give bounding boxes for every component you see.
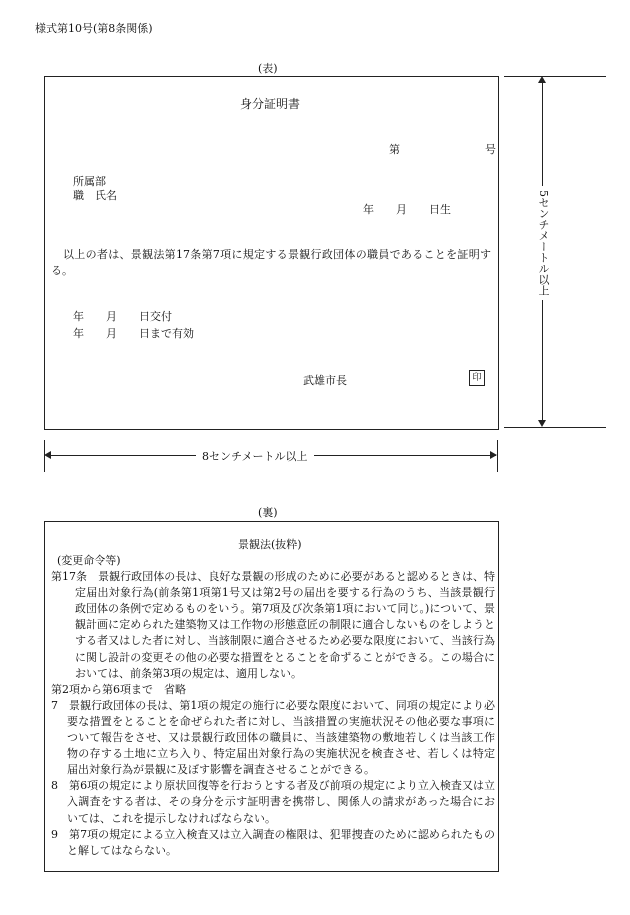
birth-month-label: 月: [396, 203, 407, 216]
certification-statement: 以上の者は、景観法第17条第7項に規定する景観行政団体の職員であることを証明する。: [51, 248, 491, 277]
arrow-right-icon: [490, 451, 497, 459]
article-17-paragraph-9: 9 第7項の規定による立入検査又は立入調査の権限は、犯罪捜査のために認められたものと解してはならない。: [51, 827, 495, 857]
issue-month-label: 月: [106, 310, 117, 323]
valid-until-line: [73, 325, 194, 341]
birth-date-line: [363, 201, 451, 217]
issue-day-label: 日交付: [139, 310, 172, 323]
arrow-down-icon: [538, 420, 546, 427]
arrow-left-icon: [44, 451, 51, 459]
birth-day-label: 日生: [429, 203, 451, 216]
issuer-name: 武雄市長: [303, 374, 347, 387]
front-side-caption: (表): [258, 62, 278, 75]
valid-year-label: 年: [73, 327, 84, 340]
omitted-paragraphs-note: 第2項から第6項まで 省略: [51, 682, 186, 696]
issue-date-line: [73, 308, 172, 324]
card-title: 身分証明書: [240, 97, 301, 111]
department-label: 所属部: [73, 175, 106, 188]
back-side-caption: (裏): [258, 506, 278, 519]
height-dimension-label: 5センチメートル以上: [535, 186, 551, 300]
law-excerpt-body: [51, 553, 495, 859]
article-17-paragraph-1: 第17条 景観行政団体の長は、良好な景観の形成のために必要があると認めるときは、特定届出対象行為(前条第1項第1号又は第2号の届出を要する行為のうち、当該景観行政団体の条例で定めるものをいう。第7項及び次条第1項において同じ。)について、景観計画に定められた建築物又は工作物の形態意匠の制限に適合しないものをしようとする者又はした者に対し、当該制限に適合させるため必要な限度において、当該行為に関し設計の変更その他の必要な措置をとることを命ずることができる。この場合においては、前条第3項の規定は、適用しない。: [51, 570, 495, 680]
certificate-number-label: 第: [389, 143, 400, 156]
height-dimension-bottom-tick: [504, 427, 606, 428]
title-name-label: 職 氏名: [73, 189, 117, 202]
id-card-front: [44, 76, 499, 430]
valid-month-label: 月: [106, 327, 117, 340]
id-card-back: [44, 521, 499, 872]
height-dimension-top-tick: [504, 76, 606, 77]
valid-day-label: 日まで有効: [139, 327, 194, 340]
certificate-number-suffix: 号: [485, 143, 496, 156]
arrow-up-icon: [538, 76, 546, 83]
article-17-paragraph-7: 7 景観行政団体の長は、第1項の規定の施行に必要な限度において、同項の規定により必要な措置をとることを命ぜられた者に対し、当該措置の実施状況その他必要な事項について報告をさせ、又は景観行政団体の職員に、当該建築物の敷地若しくは当該工作物の存する土地に立ち入り、特定届出対象行為の実施状況を検査させ、若しくは特定届出対象行為が景観に及ぼす影響を調査させることができる。: [51, 698, 495, 777]
law-excerpt-title: 景観法(抜粋): [238, 538, 302, 551]
article-heading: (変更命令等): [57, 554, 121, 567]
birth-year-label: 年: [363, 203, 374, 216]
issue-year-label: 年: [73, 310, 84, 323]
width-dimension-right-tick: [497, 440, 498, 472]
article-17-paragraph-8: 8 第6項の規定により原状回復等を行おうとする者及び前項の規定により立入検査又は立入調査をする者は、その身分を示す証明書を携帯し、関係人の請求があった場合においては、これを提示しなければならない。: [51, 779, 495, 825]
form-number-label: 様式第10号(第8条関係): [35, 22, 153, 35]
seal-stamp-box: 印: [469, 370, 485, 386]
width-dimension-label: 8センチメートル以上: [196, 448, 314, 464]
